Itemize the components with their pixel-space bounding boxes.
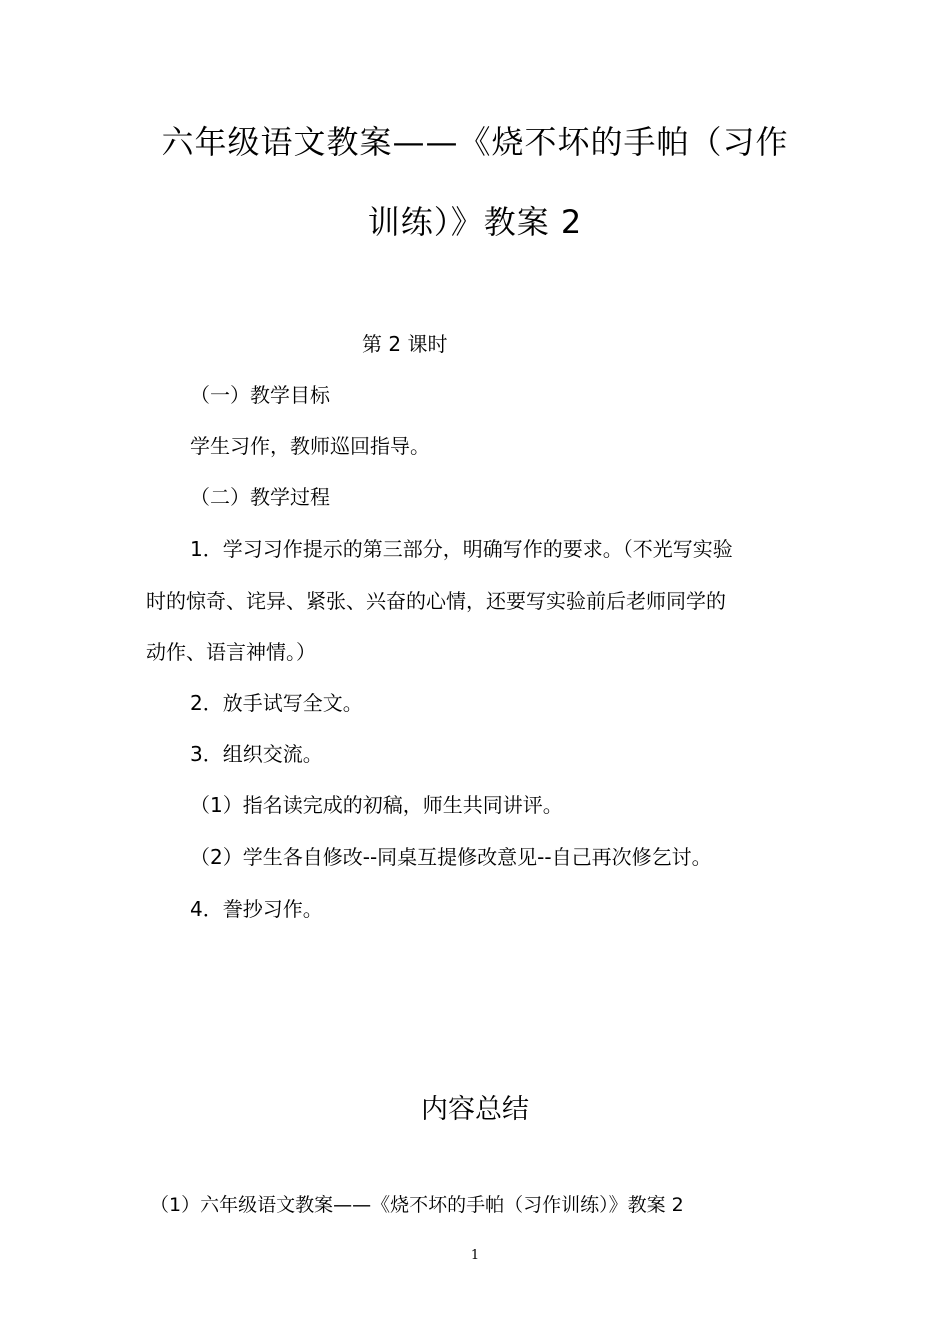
goals-heading: （一）教学目标 <box>190 383 330 407</box>
process-heading: （二）教学过程 <box>190 485 330 509</box>
page-number: 1 <box>470 1248 480 1263</box>
step-1-line-1: 1．学习习作提示的第三部分，明确写作的要求。（不光写实验 <box>190 537 733 561</box>
step-2: 2．放手试写全文。 <box>190 691 363 715</box>
summary-heading: 内容总结 <box>421 1094 529 1125</box>
lesson-period: 第 2 课时 <box>362 332 448 356</box>
step-1-line-2: 时的惊奇、诧异、紧张、兴奋的心情，还要写实验前后老师同学的 <box>146 589 726 613</box>
document-title-line-2: 训练）》教案 2 <box>367 203 583 241</box>
step-3: 3．组织交流。 <box>190 742 323 766</box>
document-title-line-1: 六年级语文教案——《烧不坏的手帕（习作 <box>161 123 789 161</box>
step-3-sub-2: （2）学生各自修改--同桌互提修改意见--自己再次修乞讨。 <box>190 845 712 869</box>
goals-text: 学生习作，教师巡回指导。 <box>190 434 430 458</box>
step-3-sub-1: （1）指名读完成的初稿，师生共同讲评。 <box>190 793 563 817</box>
summary-item-1: （1）六年级语文教案——《烧不坏的手帕（习作训练）》教案 2 <box>150 1194 684 1216</box>
step-1-line-3: 动作、语言神情。） <box>146 640 316 664</box>
step-4: 4．誊抄习作。 <box>190 897 323 921</box>
